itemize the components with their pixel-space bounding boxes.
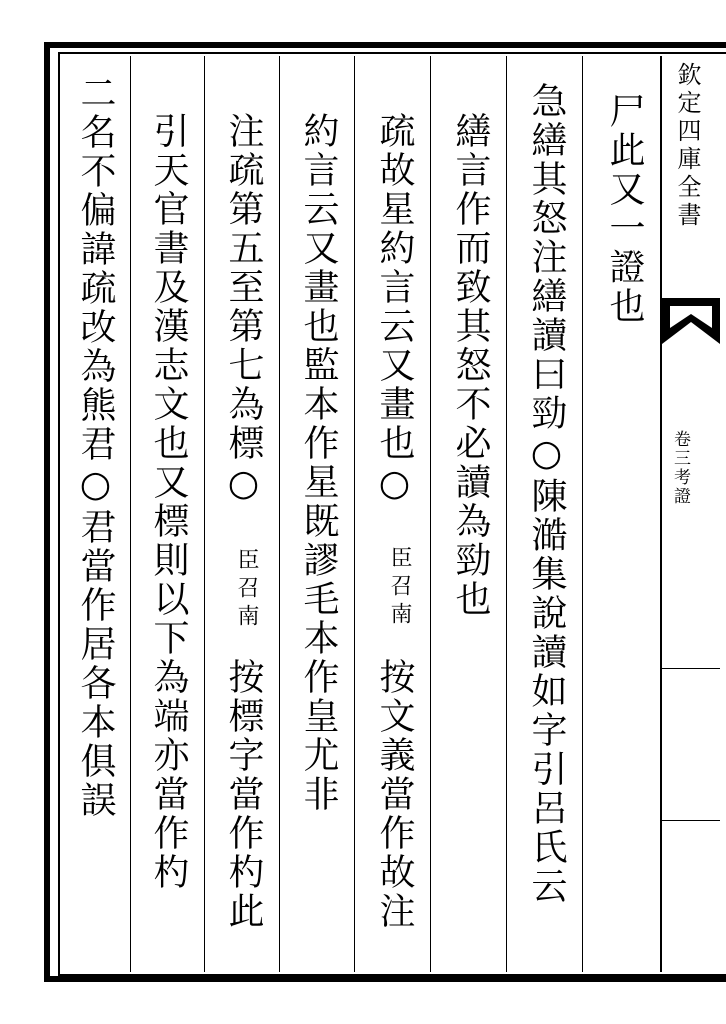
fishtail-mark — [662, 298, 720, 344]
column-text: 注疏第五至第七為標○ — [223, 112, 264, 507]
column-text-continued: 按標字當作杓此 — [223, 658, 264, 931]
column-text: 急繕其怒注繕讀曰勁○陳澔集說讀如字引呂氏云 — [526, 82, 567, 906]
column-text: 二名不偏諱疏改為熊君○君當作居各本俱誤 — [75, 74, 116, 820]
column-6 — [205, 56, 280, 972]
column-text: 疏故星約言云又畫也○ — [374, 112, 415, 507]
column-note: 臣召南 — [234, 548, 259, 632]
column-3 — [431, 56, 507, 972]
column-8 — [58, 56, 131, 972]
column-text: 約言云又畫也監本作星既謬毛本作皇尤非 — [298, 112, 339, 814]
column-text: 引天官書及漢志文也又標則以下為端亦當作杓 — [148, 112, 189, 892]
column-7 — [131, 56, 205, 972]
column-note: 臣召南 — [387, 546, 412, 630]
book-title: 欽定四庫全書 — [673, 62, 701, 230]
column-text-continued: 按文義當作故注 — [374, 658, 415, 931]
column-5 — [280, 56, 355, 972]
margin-rule — [662, 668, 720, 669]
column-4 — [355, 56, 431, 972]
column-2 — [507, 56, 583, 972]
column-text: 繕言作而致其怒不必讀為勁也 — [450, 112, 491, 619]
column-text: 尸此又一證也 — [604, 92, 645, 326]
volume-label: 卷三考證 — [670, 430, 690, 506]
column-1 — [583, 56, 661, 972]
margin-rule — [662, 820, 720, 821]
